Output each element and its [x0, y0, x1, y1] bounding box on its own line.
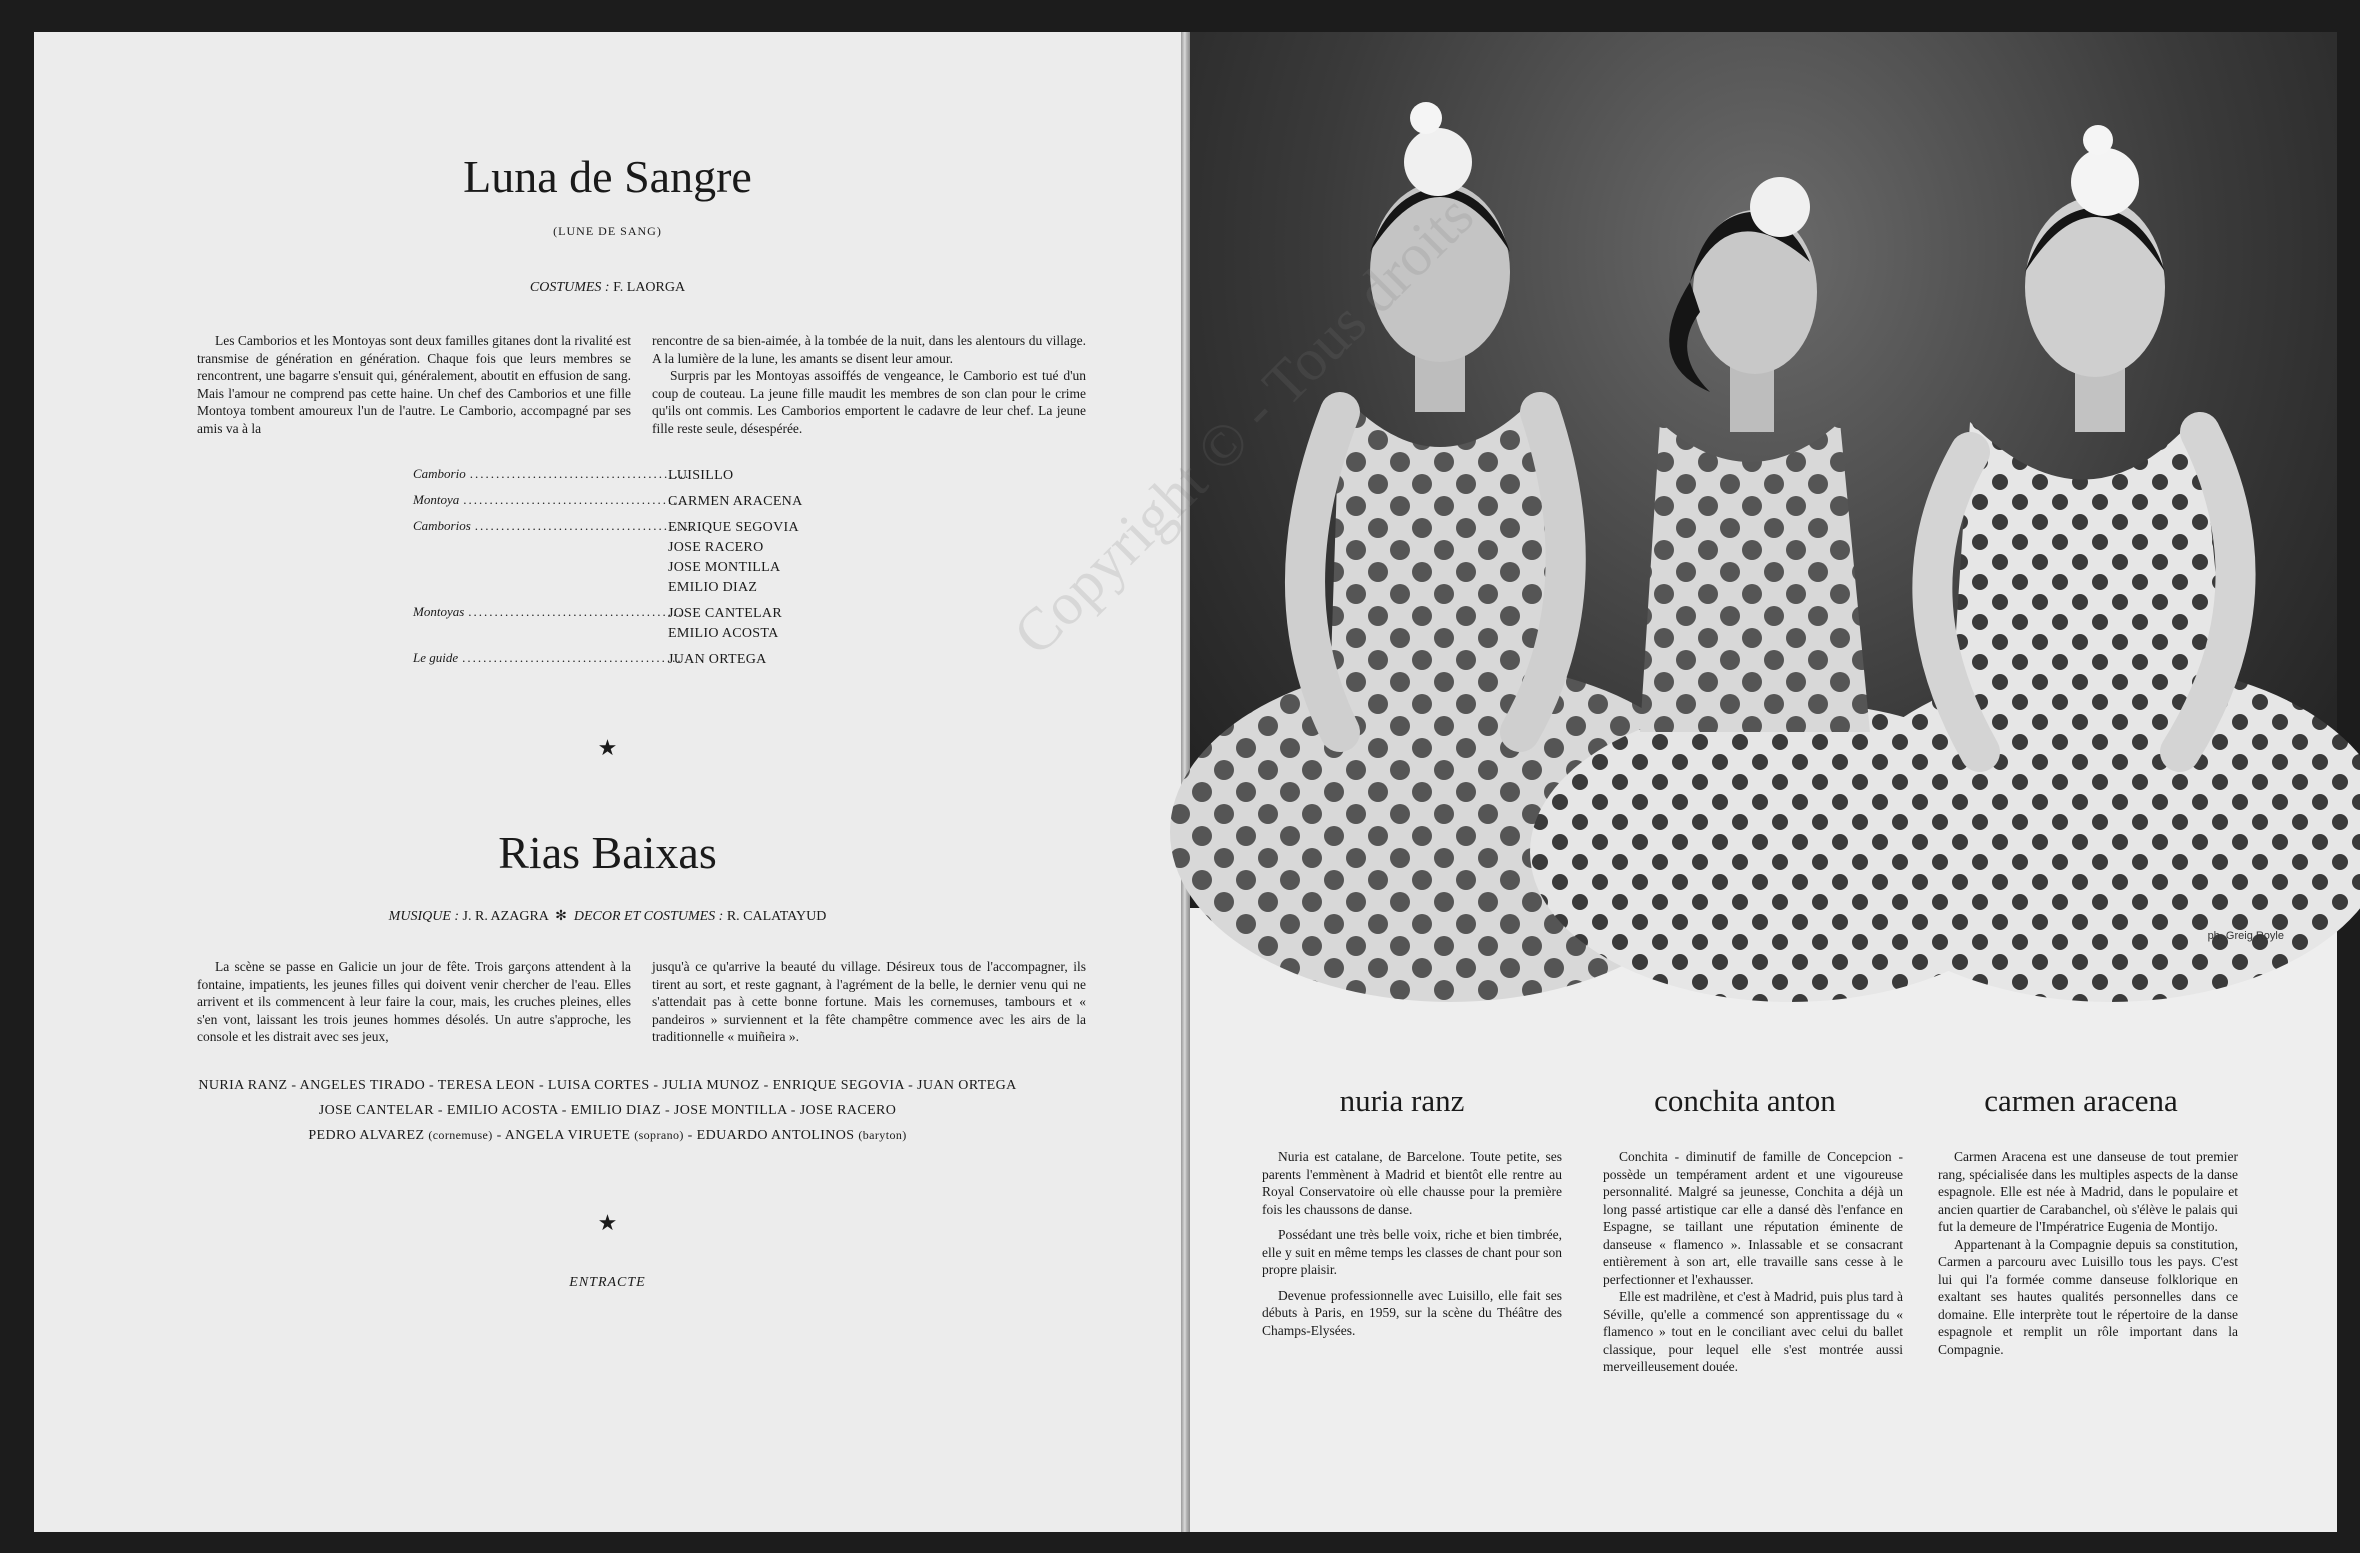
luna-synopsis-col2-p1: rencontre de sa bien-aimée, à la tombée de la nuit, dans les alentours du village. A la lumière de la lune, les amants se disent leur amour.: [652, 333, 1086, 366]
bio-paragraph: Conchita - diminutif de famille de Concepcion - possède un tempérament ardent et une vigoureuse personnalité. Malgré sa jeunesse, Conchita a déjà un long passé artistique car elle a dansé dès l'enfance en Espagne, se taillant une réputation éminente de danseuse « flamenco ». Inlassable et se consacrant entièrement à son art, elle travaille sans cesse à le perfectionner et l'exhausser.: [1603, 1149, 1903, 1287]
rias-title: Rias Baixas: [498, 827, 717, 878]
rias-synopsis-col2: jusqu'à ce qu'arrive la beauté du village. Désireux tous de l'accompagner, ils tirent au sort, et reste gagnant, à l'agrément de la belle, le dernier venu qui ne s'attendait pas à cette bonne fortune. Mais les cornemuses, tambours et « pandeiros » surviennent et la fête champêtre commence avec les airs de la traditionnelle « muiñeira ».: [652, 959, 1086, 1044]
luna-costumes-credit: [0, 280, 1215, 296]
photo-illustration: [1190, 32, 2337, 908]
dancer-names: [668, 466, 733, 486]
cast-row: Montoyas .......................................... JOSE CANTELAR EMILIO ACOSTA: [413, 604, 933, 644]
dancers-photo: [1190, 32, 2337, 908]
role-label: Montoya: [413, 492, 460, 507]
troupe-note: (baryton): [858, 1128, 907, 1142]
dancer-names: [668, 604, 782, 644]
star-divider: ★: [597, 735, 618, 760]
dancer-name-conchita: conchita anton: [1654, 1083, 1836, 1118]
dancer-name: JUAN ORTEGA: [668, 652, 767, 667]
bio-nuria: [1262, 1148, 1562, 1347]
entracte: ENTRACTE: [569, 1275, 646, 1290]
cast-row: Montoya .......................................... CARMEN ARACENA: [413, 492, 933, 512]
troupe-line-3: PEDRO ALVAREZ (cornemuse) - ANGELA VIRUETE (soprano) - EDUARDO ANTOLINOS (baryton): [308, 1128, 907, 1143]
troupe-note: (soprano): [634, 1128, 684, 1142]
dancer-name: EMILIO DIAZ: [668, 580, 758, 595]
troupe-member: PEDRO ALVAREZ: [308, 1128, 425, 1143]
star-divider: ★: [597, 1210, 618, 1235]
dancer-name: JOSE RACERO: [668, 540, 764, 555]
bio-conchita: [1603, 1148, 1903, 1384]
dancer-name: ENRIQUE SEGOVIA: [668, 520, 799, 535]
troupe-member: EDUARDO ANTOLINOS: [696, 1128, 855, 1143]
cast-row: Camborios .......................................... ENRIQUE SEGOVIA JOSE RACERO JOSE MONTILLA EMILIO DIAZ: [413, 518, 933, 598]
decor-value: R. CALATAYUD: [726, 909, 827, 924]
role-label: Le guide: [413, 650, 459, 665]
dancer-name: EMILIO ACOSTA: [668, 626, 779, 641]
luna-cast-list: [413, 466, 933, 672]
troupe-line-2: JOSE CANTELAR - EMILIO ACOSTA - EMILIO DIAZ - JOSE MONTILLA - JOSE RACERO: [318, 1103, 897, 1118]
dancer-name-carmen: carmen aracena: [1984, 1083, 2178, 1118]
bio-paragraph: Devenue professionnelle avec Luisillo, elle fait ses débuts à Paris, en 1959, sur la scène du Théâtre des Champs-Elysées.: [1262, 1287, 1562, 1338]
rias-troupe: [0, 1073, 1215, 1148]
photo-credit: ph. Greig Royle: [2207, 930, 2284, 942]
troupe-member: ANGELA VIRUETE: [504, 1128, 631, 1143]
troupe-line-1: NURIA RANZ - ANGELES TIRADO - TERESA LEON - LUISA CORTES - JULIA MUNOZ - ENRIQUE SEGOVIA - JUAN ORTEGA: [198, 1078, 1017, 1093]
bio-paragraph: Carmen Aracena est une danseuse de tout premier rang, spécialisée dans les multiples aspects de la danse espagnole. Elle est née à Madrid, dans le populaire et ancien quartier de Carabanchel, où s'élève le palais qui fut la demeure de l'Impératrice Eugenia de Montijo.: [1938, 1149, 2238, 1234]
dancer-names: [668, 650, 767, 670]
bio-paragraph: Nuria est catalane, de Barcelone. Toute petite, ses parents l'emmènent à Madrid et bientôt elle rentre au Royal Conservatoire où elle chausse pour la première fois les chaussons de danse.: [1262, 1149, 1562, 1217]
dancer-name: JOSE MONTILLA: [668, 560, 781, 575]
bio-paragraph: Possédant une très belle voix, riche et bien timbrée, elle y suit en même temps les classes de chant pour son propre plaisir.: [1262, 1227, 1562, 1277]
cast-row: Camborio .......................................... LUISILLO: [413, 466, 933, 486]
dancer-name: CARMEN ARACENA: [668, 494, 803, 509]
role-label: Montoyas: [413, 604, 465, 619]
role-label: Camborio: [413, 466, 466, 481]
dancer-name: JOSE CANTELAR: [668, 606, 782, 621]
bio-paragraph: Appartenant à la Compagnie depuis sa constitution, Carmen a parcouru avec Luisillo tous les pays. C'est lui qui l'a formée comme danseuse folklorique en exaltant ses hautes qualités personnelles dans ce domaine. Elle interprète tout le répertoire de la danse espagnole et remplit un rôle important dans la Compagnie.: [1938, 1236, 2238, 1357]
luna-title: Luna de Sangre: [463, 151, 752, 202]
bio-carmen: [1938, 1148, 2238, 1366]
left-page: [34, 32, 1181, 1532]
role-label: Camborios: [413, 518, 471, 533]
musique-label: MUSIQUE :: [388, 909, 460, 924]
dancer-name: LUISILLO: [668, 468, 734, 483]
luna-synopsis-col2-p2: Surpris par les Montoyas assoiffés de vengeance, le Camborio est tué d'un coup de couteau. La jeune fille maudit les membres de son clan pour le crime qu'ils ont commis. Les Camborios emportent le cadavre de leur chef. La jeune fille reste seule, désespérée.: [652, 368, 1086, 436]
troupe-note: (cornemuse): [428, 1128, 493, 1142]
dancer-names: [668, 518, 799, 598]
cast-row: Le guide .......................................... JUAN ORTEGA: [413, 650, 933, 670]
dancer-name-nuria: nuria ranz: [1339, 1083, 1465, 1118]
bio-paragraph: Elle est madrilène, et c'est à Madrid, puis plus tard à Séville, qu'elle a commencé son apprentissage du « flamenco » tout en le conciliant avec celui du ballet classique, pour lequel elle s'est montrée aussi merveilleusement douée.: [1603, 1289, 1903, 1374]
costumes-value: F. LAORGA: [613, 280, 686, 295]
luna-synopsis-col1: Les Camborios et les Montoyas sont deux familles gitanes dont la rivalité est transmise de génération en génération. Chaque fois que leurs membres se rencontrent, une bagarre s'ensuit qui, généralement, aboutit en effusion de sang. Mais l'amour ne comprend pas cette haine. Un chef des Camborios et une fille Montoya tombent amoureux l'un de l'autre. Le Camborio, accompagné par ses amis va à la: [197, 333, 631, 436]
rias-credits: MUSIQUE : J. R. AZAGRA ✻ DECOR ET COSTUMES : R. CALATAYUD: [388, 909, 827, 924]
dancer-names: [668, 492, 803, 512]
musique-value: J. R. AZAGRA: [462, 909, 549, 924]
costumes-label: COSTUMES :: [529, 280, 610, 295]
luna-synopsis-col2: [652, 332, 1086, 437]
decor-label: DECOR ET COSTUMES :: [573, 909, 724, 924]
luna-subtitle: (LUNE DE SANG): [553, 224, 662, 238]
rias-synopsis-col1: La scène se passe en Galicie un jour de fête. Trois garçons attendent à la fontaine, impatients, les jeunes filles qui doivent venir chercher de l'eau. Elles arrivent et ils commencent à leur faire la cour, mais, les cruches pleines, elles s'en vont, laissant les trois jeunes hommes désolés. Un autre s'approche, les console et les distrait avec ses jeux,: [197, 959, 631, 1044]
